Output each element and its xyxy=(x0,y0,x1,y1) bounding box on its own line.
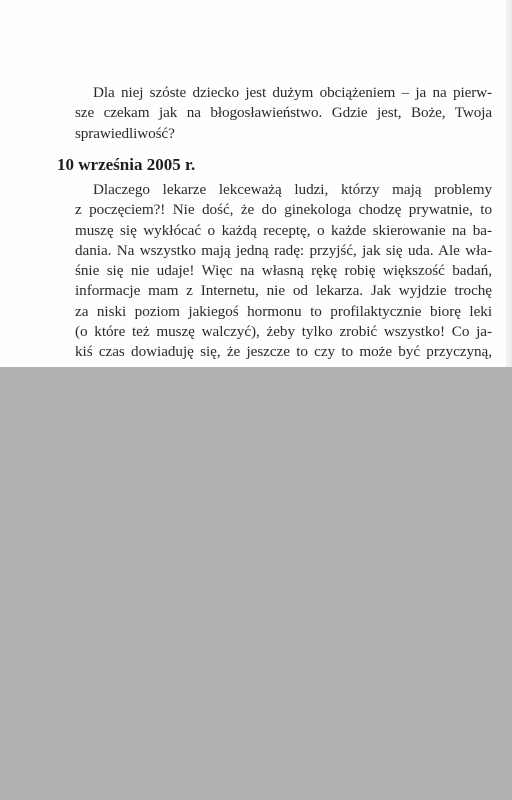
entry-paragraph xyxy=(57,180,492,383)
text-line: dania. Na wszystko mają jedną radę: przyjść, jak się uda. Ale wła- xyxy=(75,241,492,259)
intro-paragraph xyxy=(57,83,492,144)
text-line: Dla niej szóste dziecko jest dużym obciążeniem – ja na pierw- xyxy=(93,84,492,101)
text-line: informacje mam z Internetu, nie od lekarza. Jak wyjdzie trochę xyxy=(75,282,492,300)
text-line: z poczęciem?! Nie dość, że do ginekologa chodzę prywatnie, to xyxy=(75,201,492,219)
page-edge-shadow xyxy=(506,0,512,367)
text-line: za niski poziom jakiegoś hormonu to profilaktycznie biorę leki xyxy=(75,302,492,320)
text-line: śnie się nie udaje! Więc na własną rękę robię większość badań, xyxy=(75,262,492,280)
text-line: Dlaczego lekarze lekceważą ludzi, którzy mają problemy xyxy=(93,181,492,198)
text-line: kiś czas dowiaduję się, że jeszcze to czy to może być przyczyną, xyxy=(75,343,492,361)
text-line: muszę się wykłócać o każdą receptę, o każde skierowanie na ba- xyxy=(75,221,492,239)
gray-occlusion-block xyxy=(0,367,512,800)
text-line: sprawiedliwość? xyxy=(75,124,175,142)
text-line: (o które też muszę walczyć), żeby tylko zrobić wszystko! Co ja- xyxy=(75,323,492,341)
entry-date-heading: 10 września 2005 r. xyxy=(57,155,196,174)
text-line: sze czekam jak na błogosławieństwo. Gdzie jest, Boże, Twoja xyxy=(75,104,492,122)
